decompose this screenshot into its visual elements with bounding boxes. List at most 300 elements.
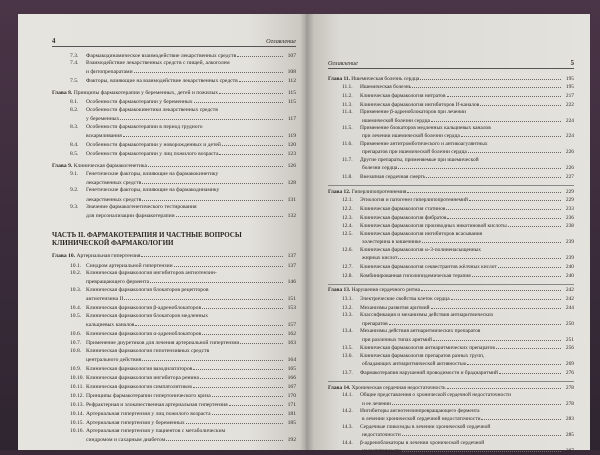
toc-entry-page: 137 (287, 262, 296, 269)
toc-entry-number: 12.1. (342, 197, 353, 204)
toc-entry-page: 287 (565, 448, 574, 455)
toc-entry (328, 262, 574, 271)
toc-entry-text: Фармакодинамическое взаимодействие лекарственных средств (86, 52, 237, 59)
toc-entry (52, 364, 296, 373)
toc-entry-text: ангиотензина II (86, 295, 124, 302)
toc-entry-text: Фармакотерапия нарушений проводимости и брадиаритмий (360, 369, 498, 376)
toc-entry (52, 313, 296, 321)
toc-group-12 (328, 196, 574, 280)
toc-entry-number: 12.7. (342, 263, 353, 270)
toc-entry (52, 348, 296, 356)
toc-entry-text: обладающих антиаритмической активностью (362, 361, 467, 368)
toc-entry-number: 12.5. (342, 230, 353, 237)
toc-entry-text: Применение диуретиков для лечения артериальной гипертензии (86, 339, 240, 346)
toc-entry-text: Применение блокаторов медленных кальциевых каналов (360, 124, 491, 131)
toc-entry-page: 226 (565, 165, 574, 172)
toc-entry-number: 10.6. (70, 330, 82, 337)
toc-entry-page: 256 (565, 345, 574, 352)
toc-entry (52, 373, 296, 382)
toc-entry (52, 212, 296, 221)
toc-entry-text: Артериальная гипертензия у пациентов с метаболическим (86, 427, 226, 434)
toc-entry-text: холестерина в кишечнике (362, 239, 421, 246)
toc-entry-text: Ингибиторы ангиотензинпревращающего фермента (360, 407, 480, 414)
toc-entry-page: 117 (287, 116, 296, 123)
toc-entry (328, 295, 574, 304)
toc-entry (328, 196, 574, 205)
toc-entry-text: Генетические факторы, влияющие на фармакокинетику (86, 170, 219, 177)
toc-entry-page: 217 (565, 92, 574, 99)
toc-entry-text: Клиническая фармакология симпатолитиков (86, 383, 192, 390)
chapter-page: 126 (287, 163, 296, 170)
toc-entry-text: Клиническая фармакология антиаритмических препаратов (360, 345, 495, 352)
toc-entry-number: 12.3. (342, 214, 353, 221)
chapter-page: 115 (287, 90, 296, 97)
toc-entry-page: 131 (287, 196, 296, 203)
toc-entry-number: 10.15. (70, 420, 84, 427)
chapter-title: Хроническая сердечная недостаточность (351, 384, 446, 391)
toc-entry (328, 392, 574, 399)
toc-entry (328, 164, 574, 173)
toc-entry-number: 11.8. (342, 173, 353, 180)
toc-entry-page: 239 (565, 255, 574, 262)
toc-entry-text: Особенности фармакотерапии у новорожденных и детей (86, 141, 221, 148)
toc-entry (328, 213, 574, 222)
toc-entry-page: 171 (287, 402, 296, 409)
toc-entry-text: Этиология и патогенез гиперлипопротеинемий (360, 197, 468, 204)
right-toc (328, 73, 574, 455)
toc-entry (52, 107, 296, 115)
toc-entry-text: Клиническая фармакология гипотензивных средств (86, 347, 210, 354)
toc-entry-text: Артериальная гипертензия у беременных (86, 420, 185, 427)
toc-entry-page: 224 (565, 117, 574, 124)
toc-entry (328, 368, 574, 377)
toc-entry-text: и ее лечении (362, 400, 392, 407)
toc-entry (52, 195, 296, 204)
toc-entry-page: 285 (565, 432, 574, 439)
toc-entry-page: 244 (565, 304, 574, 311)
toc-entry (328, 172, 574, 181)
toc-entry (328, 360, 574, 369)
toc-entry (328, 415, 574, 424)
toc-entry-page: 269 (565, 361, 574, 368)
toc-entry (52, 435, 296, 444)
part-heading (52, 231, 296, 248)
toc-entry-page: 167 (287, 383, 296, 390)
toc-entry-number: 12.4. (342, 223, 353, 230)
toc-entry-page: 226 (565, 149, 574, 156)
toc-entry-page: 229 (565, 197, 574, 204)
toc-entry (328, 303, 574, 312)
toc-entry-number: 13.1. (342, 296, 353, 303)
toc-entry-page: 165 (287, 365, 296, 372)
toc-entry-text: Артериальная гипертензия у лиц пожилого возраста (86, 411, 211, 418)
chapter-label: Глава 8. (52, 90, 73, 97)
toc-entry-text: Клиническая фармакология ингибитора ренина (86, 374, 200, 381)
toc-entry-text: Значение фармакогенетического тестирования (86, 204, 197, 211)
toc-entry-number: 8.4. (70, 141, 79, 148)
toc-entry (328, 141, 574, 148)
toc-entry-text: Особенности фармакокинетики лекарственных средств (86, 107, 218, 114)
toc-entry-number: 8.3. (70, 123, 79, 130)
toc-entry (328, 344, 574, 353)
toc-entry-number: 8.5. (70, 151, 79, 158)
toc-entry-number: 9.2. (70, 187, 79, 194)
toc-entry-text: Клиническая фармакология секвестрантов жёлчных кислот (360, 263, 497, 270)
toc-entry (328, 205, 574, 214)
toc-group-11 (328, 83, 574, 181)
open-book (18, 14, 590, 455)
toc-entry (328, 148, 574, 157)
chapter-page: 229 (565, 188, 574, 195)
toc-entry (328, 83, 574, 92)
toc-entry-page: 146 (287, 279, 296, 286)
toc-entry (52, 294, 296, 303)
toc-entry-page: 170 (287, 392, 296, 399)
toc-entry (52, 338, 296, 347)
toc-entry-text: превращающего фермента (86, 279, 150, 286)
toc-entry-page: 239 (565, 239, 574, 246)
toc-entry-text: Клиническая фармакология α-адреноблокаторов (86, 330, 202, 337)
toc-entry-text: Механизмы развития аритмий (360, 304, 430, 311)
toc-entry-number: 14.1. (342, 391, 353, 398)
toc-entry-page: 222 (565, 101, 574, 108)
toc-chapter-8 (52, 89, 296, 98)
toc-entry-text: Клиническая фармакология вазодилататоров (86, 365, 193, 372)
chapter-page: 137 (287, 253, 296, 260)
toc-entry (52, 261, 296, 270)
toc-entry-page: 166 (287, 374, 296, 381)
part-heading-line-2: КЛИНИЧЕСКОЙ ФАРМАКОЛОГИИ (52, 239, 174, 248)
toc-chapter-9 (52, 162, 296, 171)
chapter-page: 278 (565, 384, 574, 391)
toc-chapter-12 (328, 185, 574, 196)
toc-entry-text: у беременных (86, 116, 120, 123)
right-running-title: Оглавление (328, 60, 358, 67)
toc-entry-page: 153 (287, 305, 296, 312)
toc-entry (328, 100, 574, 109)
toc-entry-number: 13.4. (342, 327, 353, 334)
toc-entry-text: Комбинированная гиполипидемическая терапия (360, 272, 471, 279)
toc-entry-page: 192 (287, 436, 296, 443)
toc-entry-text: недостаточности (362, 448, 401, 455)
toc-entry-text: Клиническая фармакология ингибиторов всасывания (360, 230, 483, 237)
chapter-label: Глава 13. (328, 287, 351, 294)
toc-entry-number: 10.10. (70, 374, 84, 381)
toc-entry (328, 231, 574, 238)
toc-entry-page: 162 (287, 330, 296, 337)
toc-entry-text: Рефрактерная и злокачественная артериальная гипертензия (86, 402, 228, 409)
toc-entry-text: препаратов при ишемической болезни сердца (362, 149, 467, 156)
toc-entry (328, 125, 574, 132)
toc-entry (52, 401, 296, 410)
toc-entry-number: 14.3. (342, 423, 353, 430)
toc-entry-number: 7.5. (70, 78, 79, 85)
toc-entry (328, 335, 574, 344)
chapter-label: Глава 14. (328, 384, 351, 391)
toc-entry (328, 447, 574, 455)
toc-entry-text: лекарственных средств (86, 196, 142, 203)
toc-entry-number: 14.2. (342, 407, 353, 414)
chapter-label: Глава 12. (328, 188, 351, 195)
chapter-label: Глава 10. (52, 253, 76, 260)
toc-entry (328, 254, 574, 263)
toc-entry-text: Механизмы действия антиаритмических препаратов (360, 327, 481, 334)
toc-entry-page: 128 (287, 179, 296, 186)
toc-entry-page: 107 (287, 52, 296, 59)
toc-entry-page: 119 (287, 132, 296, 139)
toc-entry-text: Клиническая фармакология блокаторов медленных (86, 312, 208, 319)
toc-entry-page: 163 (287, 339, 296, 346)
toc-entry (52, 428, 296, 436)
toc-entry (328, 328, 574, 335)
toc-entry-number: 12.2. (342, 206, 353, 213)
toc-entry (328, 440, 574, 447)
toc-entry-number: 8.1. (70, 99, 79, 106)
toc-entry (328, 271, 574, 280)
toc-entry-page: 120 (287, 141, 296, 148)
toc-entry-page: 233 (565, 206, 574, 213)
toc-entry-text: Клиническая фармакология препаратов разных групп, (360, 352, 485, 359)
toc-entry-number: 14.4. (342, 439, 353, 446)
toc-entry (52, 60, 296, 68)
toc-entry (52, 419, 296, 428)
toc-entry (328, 238, 574, 247)
toc-entry (52, 355, 296, 364)
right-running-head (328, 60, 574, 69)
toc-entry-page: 123 (287, 151, 296, 158)
toc-entry (52, 171, 296, 179)
toc-entry-number: 7.4. (70, 60, 79, 67)
toc-entry (52, 287, 296, 295)
toc-entry-text: и фитопрепаратами (86, 69, 133, 76)
toc-entry-page: 227 (565, 173, 574, 180)
toc-entry-number: 8.2. (70, 107, 79, 114)
toc-entry-text: Клиническая фармакология β-адреноблокаторов (86, 305, 202, 312)
toc-group-7 (52, 51, 296, 86)
toc-entry (328, 222, 574, 231)
toc-entry-number: 10.3. (70, 286, 82, 293)
toc-entry-number: 10.9. (70, 365, 82, 372)
toc-entry-text: препаратов (362, 320, 388, 327)
toc-entry (52, 131, 296, 140)
toc-entry (52, 98, 296, 107)
toc-entry-number: 9.1. (70, 170, 79, 177)
toc-entry-number: 10.2. (70, 270, 82, 277)
toc-entry-text: в лечении хронической сердечной недостаточности (362, 416, 481, 423)
toc-entry-page: 224 (565, 133, 574, 140)
chapter-title: Клиническая фармакогенетика (73, 163, 147, 170)
toc-chapter-10 (52, 252, 296, 261)
toc-entry-text: Факторы, влияющие на взаимодействие лекарственных средств (86, 78, 238, 85)
toc-entry-text: при различных типах аритмий (362, 336, 432, 343)
toc-entry-page: 240 (565, 263, 574, 270)
toc-entry (52, 410, 296, 419)
chapter-title: Нарушения сердечного ритма (351, 287, 420, 294)
toc-entry-number: 11.1. (342, 84, 353, 91)
chapter-label: Глава 9. (52, 163, 73, 170)
toc-entry-text: Клиническая фармакология ингибиторов ангиотензин- (86, 270, 217, 277)
toc-entry-page: 276 (565, 369, 574, 376)
toc-entry (52, 115, 296, 124)
toc-entry-page: 278 (565, 400, 574, 407)
toc-entry-number: 11.2. (342, 92, 353, 99)
toc-chapter-11 (328, 73, 574, 83)
toc-entry-text: Особенности фармакотерапии у беременных (86, 99, 193, 106)
toc-entry (52, 320, 296, 329)
chapter-page: 195 (565, 75, 574, 82)
toc-entry-text: Клиническая фармакология нитратов (360, 92, 446, 99)
toc-entry-text: Взаимодействие лекарственных средств с пищей, алкоголем (86, 60, 230, 67)
toc-entry-number: 10.8. (70, 347, 82, 354)
toc-entry (52, 124, 296, 132)
toc-entry-page: 251 (565, 336, 574, 343)
toc-entry-text: Внезапная сердечная смерть (360, 173, 426, 180)
toc-entry-text: центрального действия (86, 356, 142, 363)
toc-entry (52, 278, 296, 287)
toc-entry-text: Клиническая фармакология ингибиторов If-каналов (360, 101, 480, 108)
toc-entry-text: Ишемическая болезнь (360, 84, 412, 91)
toc-entry-text: Клиническая фармакология фибратов (360, 214, 447, 221)
toc-entry-text: ишемической болезни сердца (362, 117, 430, 124)
toc-entry-page: 238 (565, 223, 574, 230)
toc-entry-number: 13.3. (342, 311, 353, 318)
toc-entry-text: Сердечные гликозиды в лечении хронической сердечной (360, 423, 491, 430)
toc-entry-text: вскармливания (86, 132, 122, 139)
toc-entry-number: 13.6. (342, 352, 353, 359)
toc-entry (328, 319, 574, 328)
right-page (306, 14, 590, 455)
toc-entry-page: 236 (565, 214, 574, 221)
toc-entry-page: 181 (287, 411, 296, 418)
toc-entry-text: Клиническая фармакология статинов (360, 206, 446, 213)
toc-entry-page: 250 (565, 320, 574, 327)
toc-entry-number: 12.6. (342, 246, 353, 253)
chapter-title: Принципы фармакотерапии у беременных, детей и пожилых (73, 90, 219, 97)
toc-entry-text: для персонализации фармакотерапии (86, 213, 175, 220)
toc-entry-text: Общие представления о хронической сердечной недостаточности (360, 391, 511, 398)
chapter-page: 242 (565, 287, 574, 294)
toc-entry-text: лекарственных средств (86, 179, 142, 186)
toc-entry-page: 112 (287, 78, 296, 85)
right-page-number: 5 (570, 60, 574, 67)
toc-entry (328, 247, 574, 254)
toc-entry-page: 164 (287, 356, 296, 363)
toc-entry-text: болезни сердца (362, 165, 398, 172)
toc-entry-page: 185 (287, 420, 296, 427)
toc-entry-text: Применение β-адреноблокаторов при лечении (360, 108, 466, 115)
toc-entry-number: 10.13. (70, 402, 84, 409)
toc-entry-page: 195 (565, 84, 574, 91)
toc-entry-number: 13.5. (342, 345, 353, 352)
toc-entry (52, 77, 296, 86)
toc-entry (52, 329, 296, 338)
toc-entry (328, 408, 574, 415)
toc-entry (52, 304, 296, 313)
toc-group-10 (52, 261, 296, 444)
toc-entry-text: Другие препараты, применяемые при ишемической (360, 156, 479, 163)
toc-entry (52, 391, 296, 400)
chapter-label: Глава 11. (328, 75, 350, 82)
toc-entry-number: 11.6. (342, 140, 353, 147)
toc-entry-number: 11.5. (342, 124, 353, 131)
toc-entry-number: 11.7. (342, 156, 353, 163)
toc-entry (328, 116, 574, 125)
toc-entry (328, 132, 574, 141)
toc-entry-text: жирных кислот (362, 255, 398, 262)
toc-entry-number: 10.7. (70, 339, 82, 346)
left-toc (52, 51, 296, 445)
toc-entry (52, 68, 296, 77)
toc-entry-number: 10.16. (70, 427, 84, 434)
toc-entry-number: 10.4. (70, 305, 82, 312)
toc-entry-text: Клиническая фармакология блокаторов рецепторов (86, 286, 209, 293)
toc-entry-number: 10.11. (70, 383, 84, 390)
chapter-title: Артериальная гипертензия (76, 253, 141, 260)
left-running-title: Оглавление (266, 38, 296, 45)
left-page (18, 14, 306, 450)
toc-entry-text: Клиническая фармакология производных никотиновой кислоты (360, 223, 507, 230)
toc-entry-page: 283 (565, 416, 574, 423)
toc-entry (328, 353, 574, 360)
toc-entry (52, 150, 296, 159)
toc-entry-number: 11.3. (342, 101, 353, 108)
toc-entry-number: 10.14. (70, 411, 84, 418)
toc-entry-number: 13.2. (342, 304, 353, 311)
toc-entry-text: недостаточности (362, 432, 401, 439)
toc-entry (52, 140, 296, 149)
toc-entry-number: 10.12. (70, 392, 84, 399)
toc-entry-text: синдромом и сахарным диабетом (86, 436, 166, 443)
toc-entry-text: Синдром артериальной гипертензии (86, 262, 173, 269)
toc-entry-text: Особенности фармакотерапии у лиц пожилого возраста (86, 151, 219, 158)
toc-entry-text: кальциевых каналов (86, 321, 135, 328)
toc-entry-number: 12.8. (342, 272, 353, 279)
toc-entry-text: Особенности фармакотерапии в период грудного (86, 123, 203, 130)
toc-entry-text: Клиническая фармакология ω-3-полиненасыщенных (360, 246, 481, 253)
toc-entry-page: 132 (287, 213, 296, 220)
chapter-title: Гиперлипопротеинемия (351, 188, 407, 195)
toc-entry (328, 424, 574, 431)
toc-entry-text: при лечении ишемической болезни сердца (362, 133, 460, 140)
toc-chapter-14 (328, 381, 574, 392)
toc-entry (328, 312, 574, 319)
toc-group-14 (328, 392, 574, 455)
toc-entry-page: 157 (287, 321, 296, 328)
toc-entry-number: 7.3. (70, 52, 79, 59)
toc-entry-text: Классификация и механизмы действия антиаритмических (360, 311, 494, 318)
toc-entry-page: 108 (287, 69, 296, 76)
toc-entry-text: Принципы фармакотерапии гипертонического криза (86, 392, 211, 399)
toc-entry-number: 10.5. (70, 312, 82, 319)
toc-entry-page: 115 (287, 99, 296, 106)
left-running-head (52, 38, 296, 47)
toc-entry-text: Электрические свойства клеток сердца (360, 296, 450, 303)
toc-entry-text: β-адреноблокаторы в лечении хронической сердечной (360, 439, 485, 446)
toc-entry (52, 187, 296, 195)
toc-group-13 (328, 295, 574, 378)
part-heading-line-1: ЧАСТЬ II. ФАРМАКОТЕРАПИЯ И ЧАСТНЫЕ ВОПРОСЫ (52, 230, 242, 239)
left-page-number: 4 (52, 38, 56, 45)
toc-entry (52, 204, 296, 212)
chapter-title: Ишемическая болезнь сердца (351, 75, 420, 82)
toc-entry (328, 399, 574, 408)
toc-group-9 (52, 171, 296, 221)
toc-entry-text: Генетические факторы, влияющие на фармакодинамику (86, 187, 220, 194)
toc-entry-page: 151 (287, 295, 296, 302)
toc-entry-text: Применение антитромботического и антикоагулянтных (360, 140, 488, 147)
toc-entry (328, 431, 574, 440)
toc-entry (328, 109, 574, 116)
